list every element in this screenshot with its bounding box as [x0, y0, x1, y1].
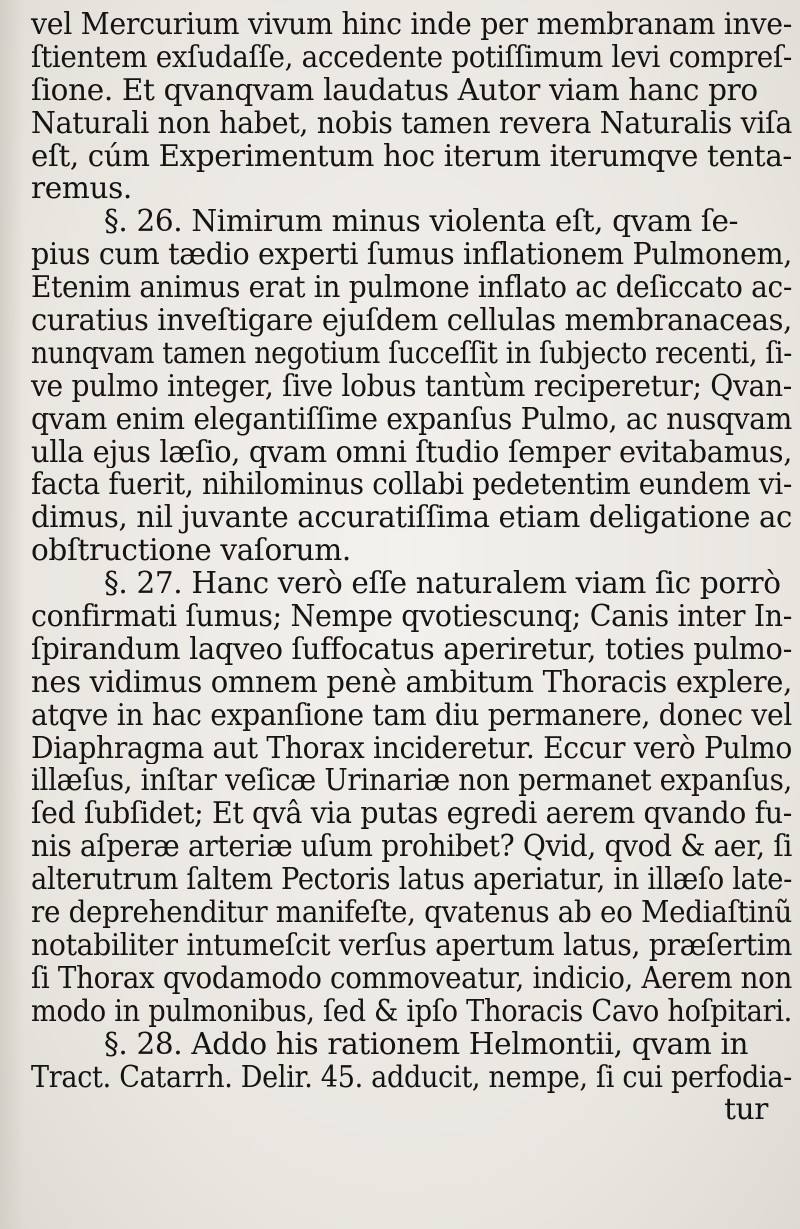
section-heading-line: §. 27. Hanc verò eſſe naturalem viam ſic porrò — [104, 567, 781, 601]
text-line: atqve in hac expanſione tam diu permanere, donec vel — [31, 698, 792, 732]
text-line: nes vidimus omnem penè ambitum Thoracis explere, — [31, 665, 792, 699]
text-line: notabiliter intumeſcit verſus apertum latus, præſertim — [31, 928, 792, 962]
text-line: ſed ſubſidet; Et qvâ via putas egredi aerem qvando fu- — [31, 797, 792, 831]
text-line: confirmati ſumus; Nempe qvotiescunq; Canis inter In- — [31, 600, 792, 633]
text-line: Naturali non habet, nobis tamen revera Naturalis viſa — [31, 106, 792, 140]
text-line: dimus, nil juvante accuratiſſima etiam deligatione ac — [31, 501, 792, 535]
text-line: eſt, cúm Experimentum hoc iterum iterumqve tenta- — [31, 139, 792, 173]
text-line: ſione. Et qvanqvam laudatus Autor viam hanc pro — [31, 73, 758, 107]
text-line: remus. — [31, 172, 132, 206]
text-line: curatius inveſtigare ejuſdem cellulas membranaceas, — [31, 304, 792, 337]
page-body-text — [28, 8, 792, 1126]
text-line: re deprehenditur manifeſte, qvatenus ab eo Mediaſtinũ — [31, 896, 792, 929]
text-line: ſi Thorax qvodamodo commoveatur, indicio, Aerem non — [31, 961, 792, 995]
text-line: vel Mercurium vivum hinc inde per membranam inve- — [31, 8, 792, 41]
text-line: alterutrum ſaltem Pectoris latus aperiatur, in illæſo late- — [31, 863, 792, 897]
text-line: ſtientem exſudaſſe, accedente potiſſimum levi compreſ- — [31, 40, 792, 74]
text-line: ulla ejus læſio, qvam omni ſtudio ſemper evitabamus, — [31, 435, 792, 469]
text-line: facta fuerit, nihilominus collabi pedetentim eundem vi- — [31, 468, 792, 502]
catchword: tur — [724, 1093, 768, 1127]
section-heading-line: §. 28. Addo his rationem Helmontii, qvam in — [104, 1027, 749, 1061]
text-line: obſtructione vaſorum. — [31, 534, 351, 568]
text-line: nis aſperæ arteriæ uſum prohibet? Qvid, qvod & aer, ſi — [31, 830, 792, 864]
text-line: qvam enim elegantiſſime expanſus Pulmo, ac nusqvam — [31, 402, 792, 436]
text-line: nunqvam tamen negotium ſucceſſit in ſubjecto recenti, ſi- — [31, 336, 792, 370]
text-line: modo in pulmonibus, ſed & ipſo Thoracis Cavo hoſpitari. — [31, 994, 792, 1028]
text-line: ve pulmo integer, ſive lobus tantùm reciperetur; Qvan- — [31, 369, 792, 403]
text-line: Etenim animus erat in pulmone inflato ac deſiccato ac- — [31, 271, 792, 305]
text-line: illæſus, inſtar veſicæ Urinariæ non permanet expanſus, — [31, 764, 792, 798]
text-line: Tract. Catarrh. Delir. 45. adducit, nempe, ſi cui perfodia- — [31, 1060, 792, 1094]
section-heading-line: §. 26. Nimirum minus violenta eſt, qvam ſe- — [104, 205, 739, 239]
text-line: ſpirandum laqveo ſuffocatus aperiretur, toties pulmo- — [31, 632, 792, 666]
text-line: Diaphragma aut Thorax incideretur. Eccur verò Pulmo — [31, 731, 792, 765]
text-line: pius cum tædio experti ſumus inflationem Pulmonem, — [31, 238, 792, 272]
